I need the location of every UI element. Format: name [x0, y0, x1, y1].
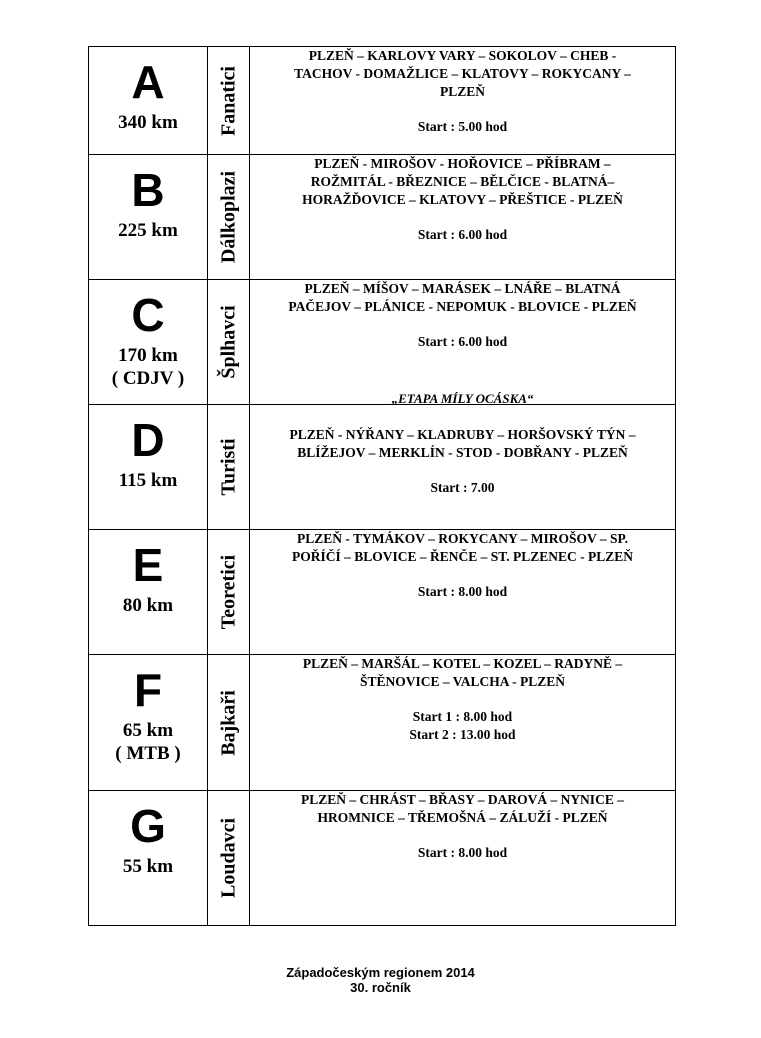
- route-distance: 65 km: [122, 720, 174, 741]
- route-distance: 170 km: [118, 345, 178, 366]
- route-row: [89, 655, 676, 791]
- routes-table-body: [89, 47, 676, 926]
- route-distance: 340 km: [118, 112, 178, 133]
- route-distance: 225 km: [118, 220, 178, 241]
- route-start-time: Start : 7.00: [430, 480, 495, 495]
- route-description-cell: [250, 155, 676, 280]
- route-title: „ETAPA MÍLY OCÁSKA“: [391, 391, 534, 406]
- route-category-cell: [89, 791, 208, 926]
- route-group-cell: [208, 791, 250, 926]
- route-letter: B: [131, 164, 165, 216]
- route-letter: A: [131, 56, 165, 108]
- route-stops-line: POŘÍČÍ – BLOVICE – ŘENČE – ST. PLZENEC - PLZEŇ: [291, 549, 634, 564]
- route-row: [89, 791, 676, 926]
- route-group-name: Turisti: [217, 438, 239, 496]
- route-stops-line: ŠTĚNOVICE – VALCHA - PLZEŇ: [359, 674, 566, 689]
- route-letter: E: [132, 539, 164, 591]
- route-row: [89, 280, 676, 405]
- route-stops-line: ROŽMITÁL - BŘEZNICE – BĚLČICE - BLATNÁ–: [310, 174, 615, 189]
- route-category-cell: [89, 47, 208, 155]
- route-description-cell: [250, 391, 676, 530]
- route-start-time: Start 1 : 8.00 hod: [412, 709, 513, 724]
- route-stops-line: HORAŽĎOVICE – KLATOVY – PŘEŠTICE - PLZEŇ: [302, 192, 623, 207]
- route-stops-line: HROMNICE – TŘEMOŠNÁ – ZÁLUŽÍ - PLZEŇ: [317, 810, 608, 825]
- route-group-name: Fanatici: [217, 65, 239, 136]
- route-note: ( MTB ): [115, 743, 181, 764]
- route-start-time: Start : 6.00 hod: [417, 227, 508, 242]
- route-description-cell: [250, 47, 676, 155]
- route-category-cell: [89, 530, 208, 655]
- route-distance: 80 km: [122, 595, 174, 616]
- route-start-time: Start : 6.00 hod: [417, 334, 508, 349]
- route-row: [89, 530, 676, 655]
- footer-region: Západočeským regionem 2014: [286, 965, 475, 980]
- route-group-name: Loudavci: [217, 817, 239, 899]
- route-description-cell: [250, 655, 676, 791]
- route-description-cell: [250, 530, 676, 655]
- route-letter: G: [130, 800, 166, 852]
- route-start-time: Start 2 : 13.00 hod: [409, 727, 516, 742]
- route-start-time: Start : 8.00 hod: [417, 584, 508, 599]
- route-group-cell: [208, 280, 250, 405]
- route-group-name: Šplhavci: [217, 305, 239, 379]
- route-letter: F: [133, 664, 163, 716]
- route-distance: 55 km: [122, 856, 174, 877]
- route-description-cell: [250, 280, 676, 405]
- route-category-cell: [89, 155, 208, 280]
- route-note: ( CDJV ): [111, 368, 185, 389]
- route-category-cell: [89, 655, 208, 791]
- route-stops-line: PLZEŇ - TYMÁKOV – ROKYCANY – MIROŠOV – SP.: [297, 531, 628, 546]
- route-distance: 115 km: [118, 470, 178, 491]
- route-category-cell: [89, 280, 208, 405]
- route-group-cell: [208, 47, 250, 155]
- route-stops-line: PLZEŇ - MIROŠOV - HOŘOVICE – PŘÍBRAM –: [314, 156, 611, 171]
- routes-table: [88, 46, 676, 926]
- route-category-cell: [89, 405, 208, 530]
- route-group-name: Teoretici: [217, 554, 239, 630]
- route-group-name: Bajkaři: [217, 689, 239, 756]
- route-stops-line: PLZEŇ: [439, 84, 485, 99]
- route-row: [89, 405, 676, 530]
- route-group-cell: [208, 405, 250, 530]
- route-row: [89, 47, 676, 155]
- route-group-cell: [208, 530, 250, 655]
- route-letter: C: [131, 289, 165, 341]
- route-stops-line: PLZEŇ – MÍŠOV – MARÁSEK – LNÁŘE – BLATNÁ: [304, 281, 621, 296]
- route-start-time: Start : 8.00 hod: [417, 845, 508, 860]
- route-description-cell: [250, 791, 676, 926]
- route-stops-line: PLZEŇ - NÝŘANY – KLADRUBY – HORŠOVSKÝ TÝN –: [289, 427, 636, 442]
- route-stops-line: PLZEŇ – KARLOVY VARY – SOKOLOV – CHEB -: [308, 48, 617, 63]
- route-start-time: Start : 5.00 hod: [417, 119, 508, 134]
- route-stops-line: PAČEJOV – PLÁNICE - NEPOMUK - BLOVICE - PLZEŇ: [288, 299, 637, 314]
- route-row: [89, 155, 676, 280]
- route-group-cell: [208, 655, 250, 791]
- route-letter: D: [131, 414, 165, 466]
- route-group-cell: [208, 155, 250, 280]
- route-stops-line: PLZEŇ – CHRÁST – BŘASY – DAROVÁ – NYNICE –: [301, 792, 624, 807]
- footer: [0, 965, 761, 995]
- footer-year: 30. ročník: [350, 980, 411, 995]
- route-stops-line: PLZEŇ – MARŠÁL – KOTEL – KOZEL – RADYNĚ –: [302, 656, 623, 671]
- route-stops-line: BLÍŽEJOV – MERKLÍN - STOD - DOBŘANY - PLZEŇ: [297, 445, 628, 460]
- route-group-name: Dálkoplazi: [217, 170, 239, 264]
- route-stops-line: TACHOV - DOMAŽLICE – KLATOVY – ROKYCANY –: [294, 66, 631, 81]
